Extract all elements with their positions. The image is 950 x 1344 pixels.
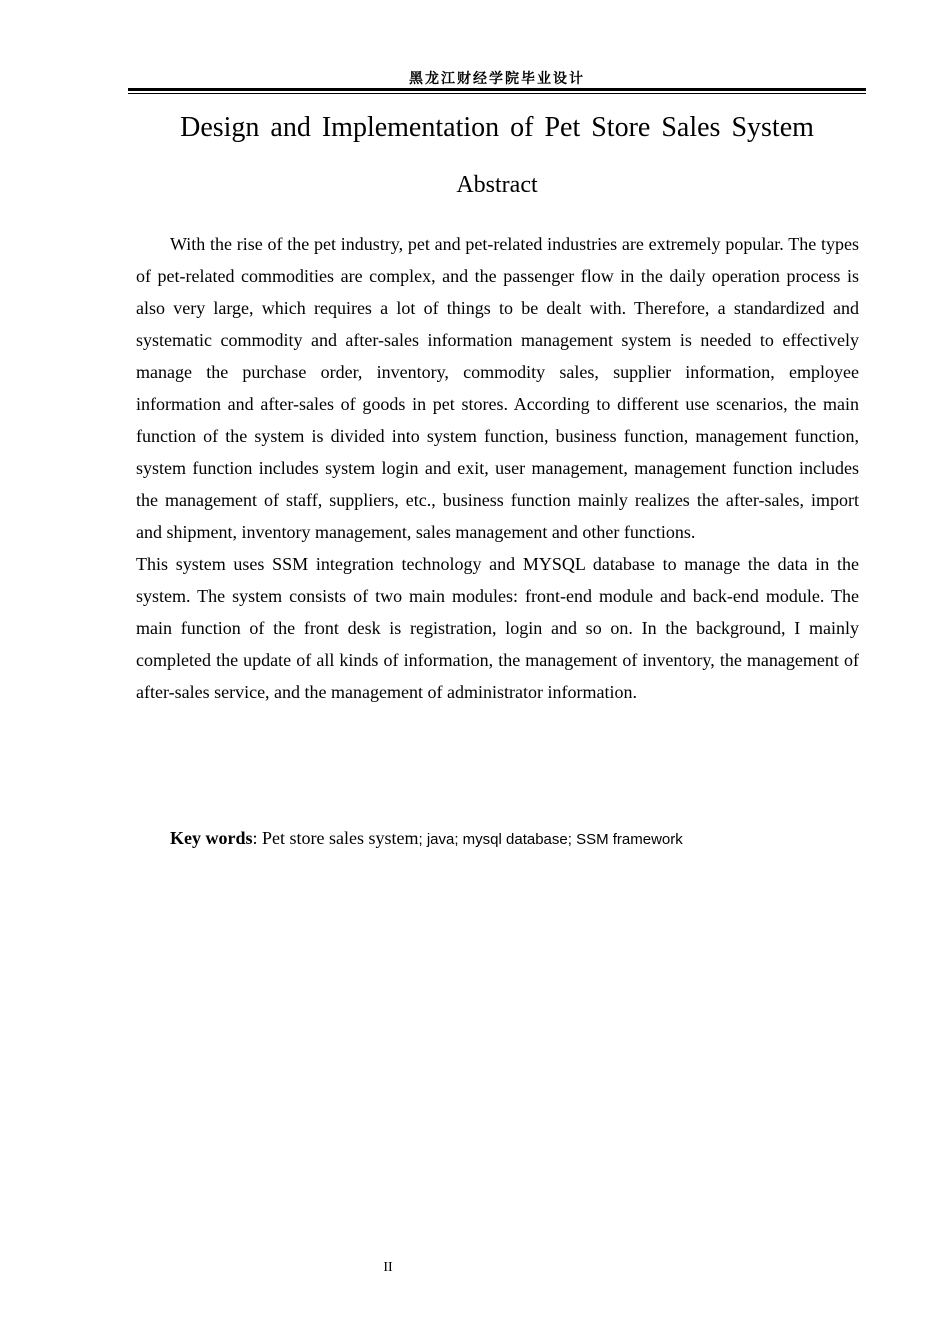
keywords-label: Key words [170, 828, 253, 848]
keyword-primary: Pet store sales system [262, 828, 419, 848]
abstract-paragraph-2: This system uses SSM integration technology and MYSQL database to manage the data in the system. The system consists of two main modules: front-end module and back-end module. The main function of the front desk is registration, login and so on. In the background, I mainly completed the update of all kinds of information, the management of inventory, the management of after-sales service, and the management of administrator information. [136, 554, 859, 702]
abstract-paragraph-1: With the rise of the pet industry, pet and pet-related industries are extremely popular. The types of pet-related commodities are complex, and the passenger flow in the daily operation process is also very large, which requires a lot of things to be dealt with. Therefore, a standardized and systematic commodity and after-sales information management system is needed to effectively manage the purchase order, inventory, commodity sales, supplier information, employee information and after-sales of goods in pet stores. According to different use scenarios, the main function of the system is divided into system function, business function, management function, system function includes system login and exit, user management, management function includes the management of staff, suppliers, etc., business function mainly realizes the after-sales, import and shipment, inventory management, sales management and other functions. [136, 234, 859, 542]
keywords-separator: : [252, 828, 263, 848]
abstract-body [136, 228, 859, 708]
abstract-heading: Abstract [456, 172, 538, 198]
header-rule-thin [128, 93, 866, 94]
document-title: Design and Implementation of Pet Store Sales System [180, 112, 814, 143]
keywords-line [170, 828, 870, 849]
running-header: 黑龙江财经学院毕业设计 [409, 71, 585, 87]
header-rule-thick [128, 88, 866, 91]
page-number: II [383, 1260, 393, 1275]
keywords-rest: ; java; mysql database; SSM framework [418, 831, 683, 848]
